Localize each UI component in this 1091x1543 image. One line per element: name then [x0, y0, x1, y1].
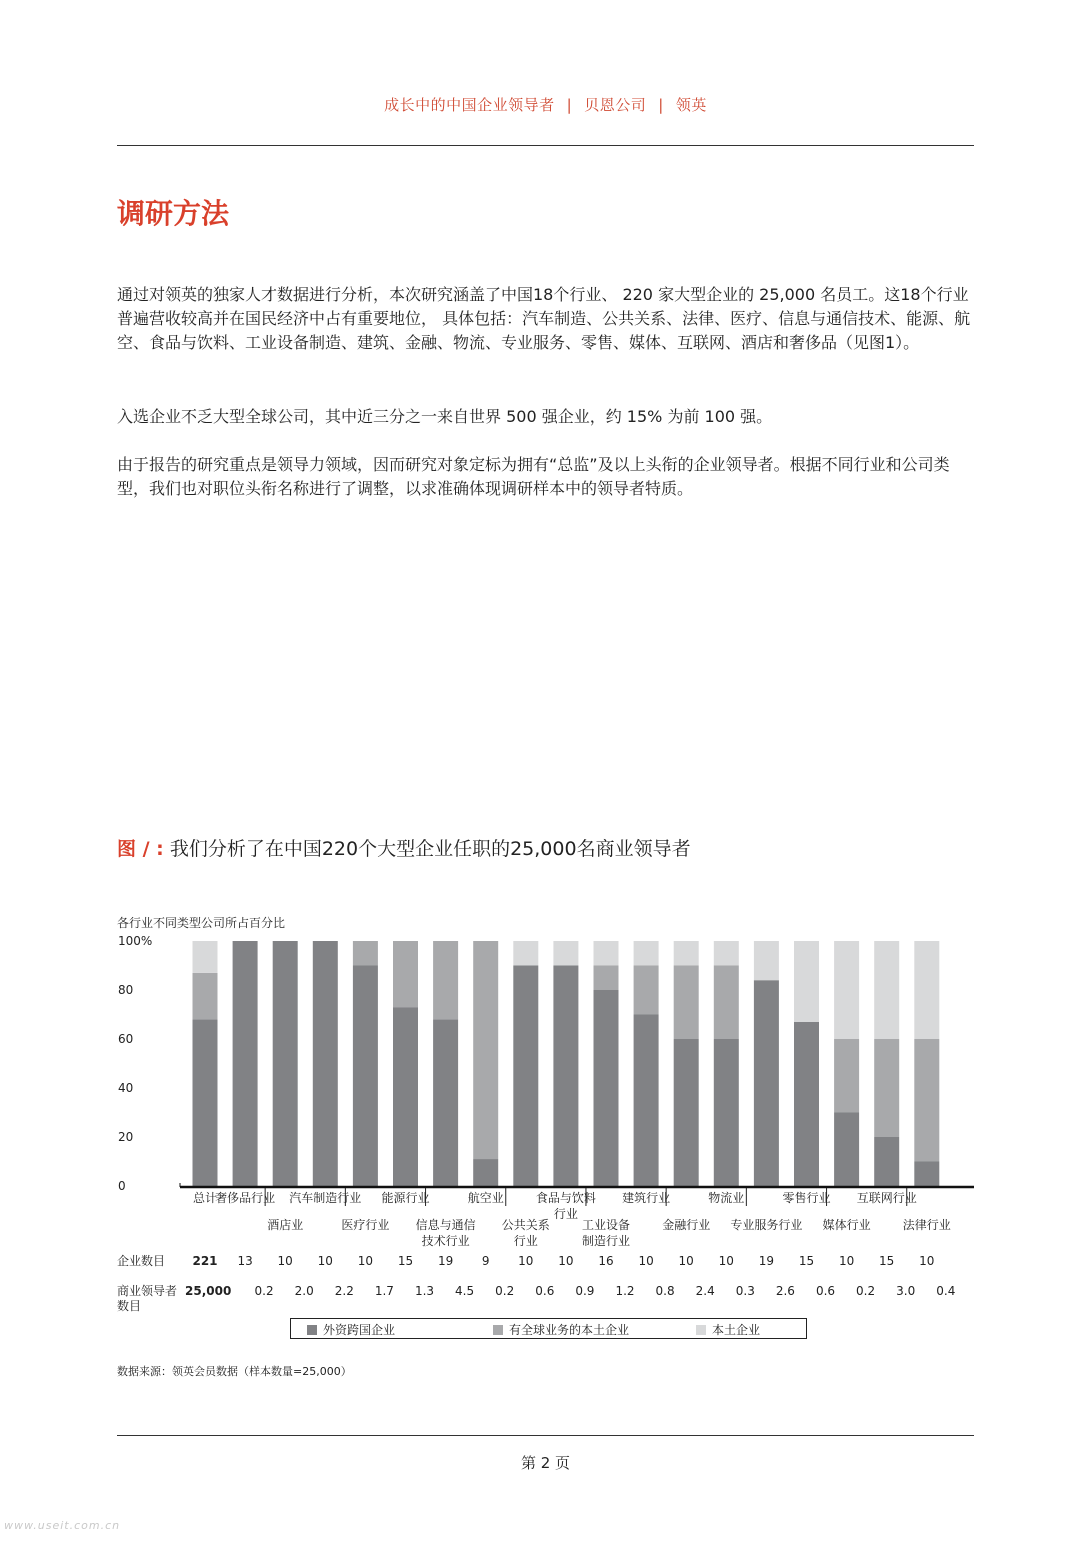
leader-count-cell: 25,000: [185, 1284, 232, 1298]
bar-segment-foreign: [794, 1022, 819, 1186]
y-tick-label: 60: [118, 1032, 134, 1046]
bar-segment-foreign: [714, 1039, 739, 1186]
footer-rule: [117, 1435, 974, 1436]
category-label: 汽车制造行业: [289, 1191, 362, 1205]
leader-count-cell: 4.5: [455, 1284, 475, 1298]
bar-segment-foreign: [674, 1039, 699, 1186]
header-report-title: 成长中的中国企业领导者: [384, 96, 555, 114]
header-separator-2: |: [658, 96, 664, 114]
category-label: 酒店业: [267, 1218, 304, 1232]
paragraph-global-companies: 入选企业不乏大型全球公司，其中近三分之一来自世界 500 强企业，约 15% 为前 100 强。: [117, 407, 773, 426]
bar-segment-foreign: [353, 966, 378, 1187]
category-label: 能源行业: [381, 1191, 430, 1205]
company-count-cell: 10: [558, 1254, 574, 1268]
company-count-cell: 221: [192, 1254, 218, 1268]
y-tick-label: 20: [118, 1130, 134, 1144]
header-rule: [117, 145, 974, 146]
chart-legend: [290, 1318, 807, 1339]
company-count-cell: 10: [317, 1254, 333, 1268]
bar-segment-local: [754, 941, 779, 980]
company-count-cell: 10: [678, 1254, 694, 1268]
category-label: 奢侈品行业: [215, 1191, 276, 1205]
company-count-cell: 10: [518, 1254, 534, 1268]
bar-segment-global-local: [473, 941, 498, 1159]
category-label: 公共关系: [501, 1218, 550, 1232]
bar-segment-foreign: [634, 1015, 659, 1187]
category-label: 建筑行业: [622, 1191, 671, 1205]
category-label: 行业: [553, 1207, 578, 1221]
bar-segment-foreign: [433, 1019, 458, 1186]
category-label: 工业设备: [581, 1218, 631, 1232]
bar-segment-local: [634, 941, 659, 966]
bar-segment-foreign: [473, 1159, 498, 1186]
bar-segment-local: [193, 941, 218, 973]
bar-segment-foreign: [233, 941, 258, 1186]
legend-label-foreign: 外资跨国企业: [323, 1323, 396, 1337]
bar-segment-foreign: [193, 1019, 218, 1186]
company-count-cell: 13: [237, 1254, 253, 1268]
category-label: 互联网行业: [856, 1191, 917, 1205]
category-label: 专业服务行业: [730, 1218, 803, 1232]
paragraph-intro: 通过对领英的独家人才数据进行分析，本次研究涵盖了中国18个行业、 220 家大型企业的 25,000 名员工。这18个行业普遍营收较高并在国民经济中占有重要地位， 具体包括：汽车制造、公共关系、法律、医疗、信息与通信技术、能源、航空、食品与饮料、工业设备制造、建筑、金融、物流、专业服务、零售、媒体、互联网、酒店和奢侈品（见图1）。: [117, 285, 971, 352]
bar-segment-global-local: [634, 966, 659, 1015]
bar-segment-global-local: [393, 941, 418, 1007]
company-count-cell: 10: [919, 1254, 935, 1268]
bar-segment-global-local: [193, 973, 218, 1020]
paragraph-methodology: 由于报告的研究重点是领导力领域，因而研究对象定标为拥有“总监”及以上头衔的企业领导者。根据不同行业和公司类型，我们也对职位头衔名称进行了调整，以求准确体现调研样本中的领导者特质。: [117, 455, 950, 498]
leader-count-cell: 0.6: [535, 1284, 555, 1298]
bar-segment-global-local: [914, 1039, 939, 1162]
company-count-cell: 10: [838, 1254, 855, 1268]
bar-segment-global-local: [834, 1039, 859, 1113]
bar-segment-local: [874, 941, 899, 1039]
bar-segment-foreign: [834, 1113, 859, 1187]
y-tick-label: 0: [118, 1179, 126, 1193]
bar-segment-foreign: [313, 941, 338, 1186]
bar-segment-global-local: [433, 941, 458, 1019]
category-label: 媒体行业: [822, 1218, 871, 1232]
bar-segment-local: [834, 941, 859, 1039]
legend-label-global-local: 有全球业务的本土企业: [509, 1323, 630, 1337]
company-count-cell: 15: [879, 1254, 895, 1268]
leader-count-cell: 0.4: [936, 1284, 956, 1298]
category-label: 物流业: [708, 1191, 745, 1205]
leader-count-cell: 2.4: [695, 1284, 715, 1298]
bar-segment-global-local: [874, 1039, 899, 1137]
legend-swatch-local: [696, 1325, 706, 1335]
bar-segment-foreign: [513, 966, 538, 1187]
category-label: 食品与饮料: [535, 1191, 596, 1205]
header-company-linkedin: 领英: [675, 96, 707, 114]
page-number: 第 2 页: [520, 1454, 571, 1472]
running-header: [117, 94, 974, 115]
y-tick-label: 100%: [118, 934, 153, 948]
leader-count-cell: 0.2: [495, 1284, 515, 1298]
leader-count-cell: 0.3: [735, 1284, 755, 1298]
company-count-cell: 19: [758, 1254, 775, 1268]
category-label: 总计: [192, 1191, 218, 1205]
leader-count-cell: 3.0: [896, 1284, 916, 1298]
leader-count-cell: 0.6: [815, 1284, 836, 1298]
bar-segment-local: [674, 941, 699, 966]
bar-segment-local: [513, 941, 538, 966]
header-separator-1: |: [566, 96, 573, 114]
legend-item-foreign: [307, 1321, 395, 1338]
figure-label: 图 / :: [117, 838, 164, 860]
y-tick-label: 40: [118, 1081, 134, 1095]
company-count-cell: 10: [718, 1254, 734, 1268]
bar-segment-foreign: [553, 966, 578, 1187]
leader-count-cell: 2.2: [334, 1284, 354, 1298]
company-count-cell: 10: [357, 1254, 374, 1268]
category-label: 技术行业: [421, 1234, 470, 1248]
section-title: 调研方法: [117, 197, 230, 230]
bar-segment-local: [914, 941, 939, 1039]
data-source-note: 数据来源：领英会员数据（样本数量=25,000）: [117, 1365, 352, 1378]
watermark: www.useit.com.cn: [4, 1519, 121, 1532]
category-label: 零售行业: [782, 1191, 831, 1205]
company-count-cell: 10: [277, 1254, 293, 1268]
bar-segment-local: [794, 941, 819, 1022]
leader-count-cell: 0.2: [856, 1284, 876, 1298]
company-count-cell: 19: [437, 1254, 454, 1268]
leader-count-label: 商业领导者数目: [117, 1284, 178, 1313]
legend-swatch-global-local: [493, 1325, 503, 1335]
bar-segment-foreign: [914, 1162, 939, 1187]
category-label: 航空业: [467, 1191, 504, 1205]
leader-count-cell: 1.3: [414, 1284, 435, 1298]
bar-segment-foreign: [874, 1137, 899, 1186]
company-count-cell: 16: [598, 1254, 614, 1268]
leader-count-cell: 2.6: [775, 1284, 795, 1298]
company-count-label: 企业数目: [117, 1254, 166, 1268]
category-label: 医疗行业: [341, 1218, 390, 1232]
category-label: 行业: [513, 1234, 538, 1248]
leader-count-cell: 1.2: [615, 1284, 635, 1298]
bar-segment-local: [594, 941, 619, 966]
y-tick-label: 80: [118, 983, 134, 997]
bar-segment-foreign: [393, 1007, 418, 1186]
bar-segment-global-local: [714, 966, 739, 1040]
bar-segment-local: [714, 941, 739, 966]
leader-count-cell: 1.7: [374, 1284, 394, 1298]
figure-title: 我们分析了在中国220个大型企业任职的25,000名商业领导者: [169, 838, 691, 860]
company-count-cell: 15: [397, 1254, 414, 1268]
legend-item-global-local: [493, 1321, 629, 1338]
bar-segment-global-local: [594, 966, 619, 991]
y-axis-title: 各行业不同类型公司所占百分比: [117, 916, 286, 930]
leader-count-cell: 2.0: [294, 1284, 314, 1298]
bar-segment-foreign: [594, 990, 619, 1186]
bar-segment-local: [553, 941, 578, 966]
company-count-cell: 9: [481, 1254, 490, 1268]
bar-segment-foreign: [273, 941, 298, 1186]
category-label: 金融行业: [662, 1218, 711, 1232]
leader-count-cell: 0.8: [655, 1284, 675, 1298]
legend-swatch-foreign: [307, 1325, 317, 1335]
company-count-cell: 15: [798, 1254, 815, 1268]
stacked-bar-chart: [110, 928, 980, 1248]
leader-count-cell: 0.2: [254, 1284, 274, 1298]
figure-caption: [117, 834, 691, 861]
company-count-cell: 10: [638, 1254, 654, 1268]
bar-segment-foreign: [754, 980, 779, 1186]
header-company-bain: 贝恩公司: [584, 96, 647, 114]
category-label: 信息与通信: [415, 1218, 476, 1232]
legend-item-local: [696, 1321, 760, 1338]
category-label: 制造行业: [581, 1234, 631, 1248]
bar-segment-global-local: [353, 941, 378, 966]
legend-label-local: 本土企业: [712, 1323, 761, 1337]
category-label: 法律行业: [902, 1218, 951, 1232]
leader-count-cell: 0.9: [575, 1284, 595, 1298]
bar-segment-global-local: [674, 966, 699, 1040]
